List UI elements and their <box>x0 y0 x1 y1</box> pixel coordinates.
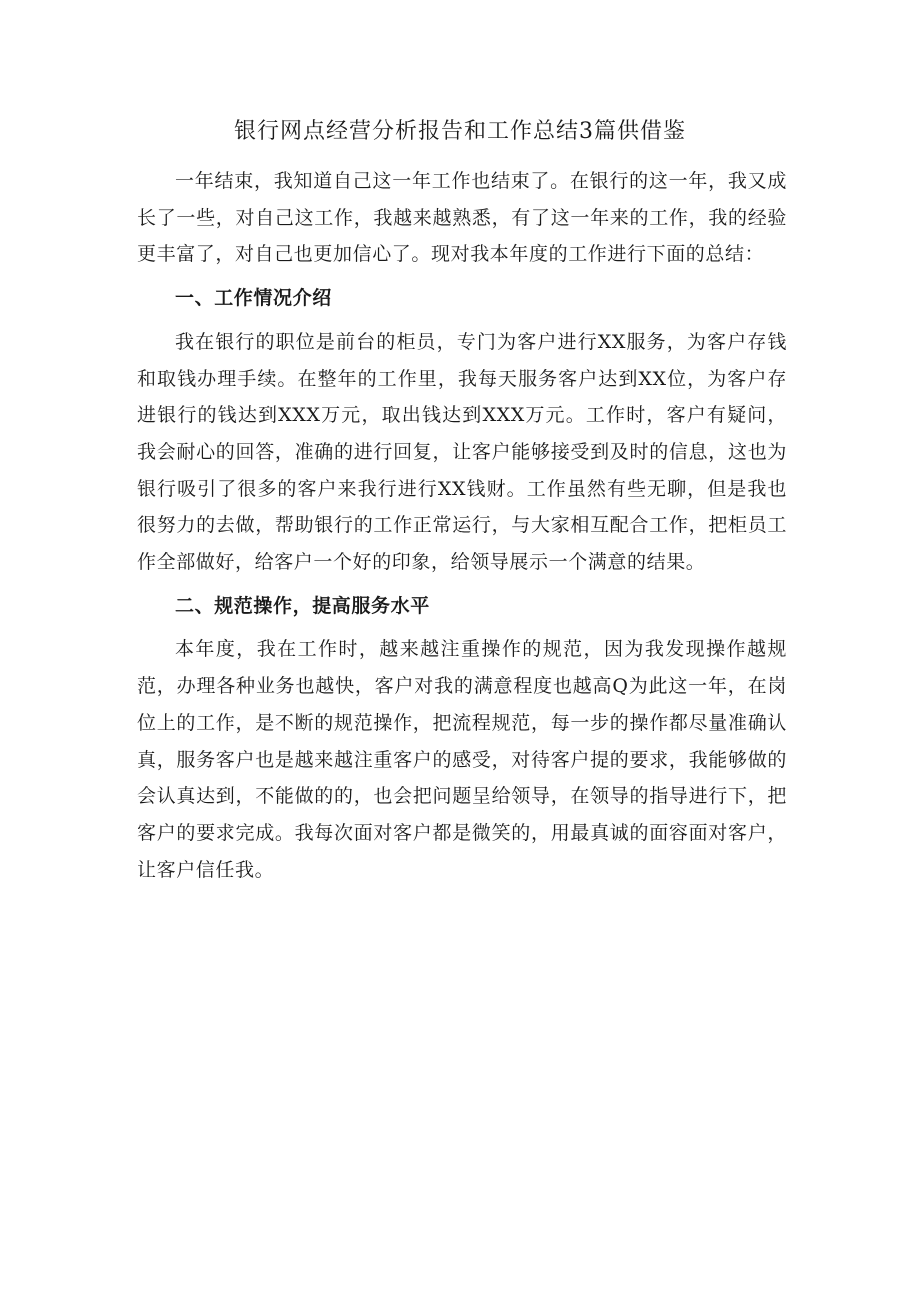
document-body <box>137 163 787 895</box>
section-heading-standard-operation: 二、规范操作，提高服务水平 <box>175 594 430 617</box>
section-heading-work-overview: 一、工作情况介绍 <box>175 287 332 310</box>
intro-paragraph: 一年结束，我知道自己这一年工作也结束了。在银行的这一年，我又成长了一些，对自己这工作，我越来越熟悉，有了这一年来的工作，我的经验更丰富了，对自己也更加信心了。现对我本年度的工作进行下面的总结： <box>137 170 787 266</box>
section-paragraph-standard-operation: 本年度，我在工作时，越来越注重操作的规范，因为我发现操作越规范，办理各种业务也越快，客户对我的满意程度也越高Q为此这一年，在岗位上的工作，是不断的规范操作，把流程规范，每一步的操作都尽量准确认真，服务客户也是越来越注重客户的感受，对待客户提的要求，我能够做的会认真达到，不能做的的，也会把问题呈给领导，在领导的指导进行下，把客户的要求完成。我每次面对客户都是微笑的，用最真诚的面容面对客户，让客户信任我。 <box>137 638 787 881</box>
section-paragraph-work-overview: 我在银行的职位是前台的柜员，专门为客户进行XX服务，为客户存钱和取钱办理手续。在整年的工作里，我每天服务客户达到XX位，为客户存进银行的钱达到XXX万元，取出钱达到XXX万元。工作时，客户有疑问，我会耐心的回答，准确的进行回复，让客户能够接受到及时的信息，这也为银行吸引了很多的客户来我行进行XX钱财。工作虽然有些无聊，但是我也很努力的去做，帮助银行的工作正常运行，与大家相互配合工作，把柜员工作全部做好，给客户一个好的印象，给领导展示一个满意的结果。 <box>137 330 787 574</box>
document-title: 银行网点经营分析报告和工作总结3篇供借鉴 <box>234 119 686 144</box>
